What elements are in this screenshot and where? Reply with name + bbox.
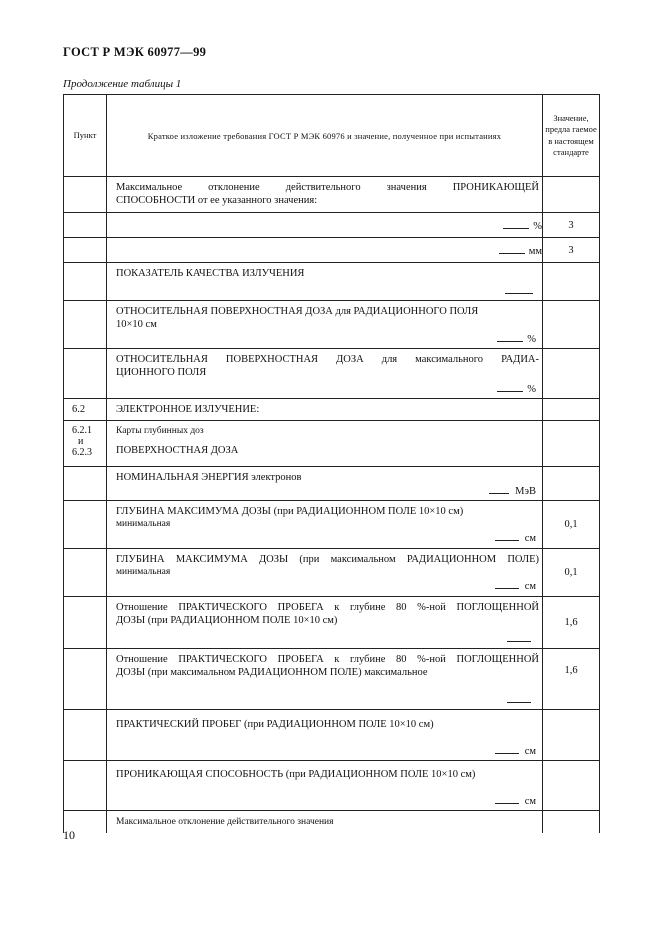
fill-in-blank (495, 744, 519, 754)
row-text: ЭЛЕКТРОННОЕ ИЗЛУЧЕНИЕ: (107, 399, 543, 421)
row-item (64, 238, 107, 263)
fill-in-blank (497, 382, 523, 392)
row-unit (107, 238, 543, 263)
row-item (64, 549, 107, 597)
table-caption: Продолжение таблицы 1 (63, 78, 182, 90)
table-row (64, 238, 600, 263)
table-row (64, 501, 600, 549)
row-text-line: минимальная (116, 567, 171, 577)
table-header-row (64, 95, 600, 177)
table-row (64, 177, 600, 213)
unit-label: см (524, 533, 536, 544)
item-number: 6.2.3 (72, 447, 92, 458)
col-header-value: Значение, предла гаемое в настоящем стандарте (543, 95, 600, 177)
row-text (107, 421, 543, 467)
row-value (543, 710, 600, 761)
row-value: 3 (543, 213, 600, 238)
row-text-line: НОМИНАЛЬНАЯ ЭНЕРГИЯ электронов (116, 472, 302, 483)
row-item (64, 263, 107, 301)
row-unit (107, 213, 543, 238)
row-text (107, 597, 543, 649)
fill-in-blank (503, 219, 529, 229)
fill-in-blank (507, 693, 531, 703)
row-text-line: Карты глубинных доз (116, 426, 204, 436)
table-row (64, 263, 600, 301)
col-header-description: Краткое изложение требования ГОСТ Р МЭК 60976 и значение, полученное при испытаниях (107, 95, 543, 177)
row-item (64, 597, 107, 649)
fill-in-blank (489, 484, 509, 494)
row-text-line: ПОКАЗАТЕЛЬ КАЧЕСТВА ИЗЛУЧЕНИЯ (116, 268, 305, 279)
col-header-item: Пункт (64, 95, 107, 177)
table-row (64, 649, 600, 710)
row-value (543, 761, 600, 811)
row-text-line: ОТНОСИТЕЛЬНАЯ ПОВЕРХНОСТНАЯ ДОЗА для РАДИАЦИОННОГО ПОЛЯ (116, 306, 479, 317)
table-row (64, 597, 600, 649)
row-value: 3 (543, 238, 600, 263)
unit-label: % (527, 384, 536, 395)
row-text-line: ГЛУБИНА МАКСИМУМА ДОЗЫ (при максимальном РАДИАЦИОННОМ ПОЛЕ) (116, 554, 539, 565)
row-text (107, 710, 543, 761)
row-text-line: ЦИОННОГО ПОЛЯ (116, 367, 207, 378)
table-row (64, 549, 600, 597)
row-item (64, 421, 107, 467)
table-row (64, 811, 600, 833)
table-row (64, 761, 600, 811)
row-value (543, 421, 600, 467)
table-row (64, 301, 600, 349)
row-text (107, 549, 543, 597)
unit-label: % (527, 334, 536, 345)
row-value (543, 467, 600, 501)
row-text (107, 177, 543, 213)
row-text (107, 467, 543, 501)
row-item (64, 349, 107, 399)
row-value (543, 811, 600, 833)
document-header: ГОСТ Р МЭК 60977—99 (63, 45, 207, 59)
row-text-line: ДОЗЫ (при РАДИАЦИОННОМ ПОЛЕ 10×10 см) (116, 615, 338, 626)
fill-in-blank (495, 579, 519, 589)
row-item: 6.2 (64, 399, 107, 421)
row-item (64, 649, 107, 710)
row-item (64, 301, 107, 349)
row-value (543, 177, 600, 213)
unit-label: см (524, 796, 536, 807)
row-item (64, 761, 107, 811)
row-value (543, 301, 600, 349)
row-text-line: Максимальное отклонение действительного значения ПРОНИКАЮЩЕЙ (116, 182, 539, 193)
row-value (543, 399, 600, 421)
row-text (107, 301, 543, 349)
row-text-line: ОТНОСИТЕЛЬНАЯ ПОВЕРХНОСТНАЯ ДОЗА для максимального РАДИА- (116, 354, 539, 365)
table-row (64, 213, 600, 238)
table-row (64, 421, 600, 467)
row-text-line: ПРАКТИЧЕСКИЙ ПРОБЕГ (при РАДИАЦИОННОМ ПОЛЕ 10×10 см) (116, 719, 434, 730)
requirements-table (63, 94, 600, 833)
row-item (64, 501, 107, 549)
unit-label: % (533, 220, 542, 232)
item-number: 6.2.1 (72, 425, 92, 436)
row-item (64, 467, 107, 501)
row-text-line: 10×10 см (116, 319, 157, 330)
row-text-line: ГЛУБИНА МАКСИМУМА ДОЗЫ (при РАДИАЦИОННОМ ПОЛЕ 10×10 см) (116, 506, 464, 517)
row-text (107, 263, 543, 301)
row-value: 1,6 (543, 649, 600, 710)
fill-in-blank (505, 284, 533, 294)
row-text (107, 649, 543, 710)
row-value: 1,6 (543, 597, 600, 649)
row-item (64, 177, 107, 213)
unit-label: МэВ (515, 486, 536, 497)
table-row (64, 467, 600, 501)
row-text-line: Отношение ПРАКТИЧЕСКОГО ПРОБЕГА к глубине 80 %-ной ПОГЛОЩЕННОЙ (116, 654, 539, 665)
unit-label: см (524, 581, 536, 592)
fill-in-blank (499, 244, 525, 254)
fill-in-blank (495, 794, 519, 804)
unit-label: см (524, 746, 536, 757)
row-text-line: Отношение ПРАКТИЧЕСКОГО ПРОБЕГА к глубине 80 %-ной ПОГЛОЩЕННОЙ (116, 602, 539, 613)
row-text: Максимальное отклонение действительного значения (107, 811, 543, 833)
page-number: 10 (63, 828, 75, 842)
table-row (64, 710, 600, 761)
table-row (64, 399, 600, 421)
row-text-line: СПОСОБНОСТИ от ее указанного значения: (116, 195, 318, 206)
row-text-line: ПРОНИКАЮЩАЯ СПОСОБНОСТЬ (при РАДИАЦИОННОМ ПОЛЕ 10×10 см) (116, 769, 476, 780)
row-text (107, 761, 543, 811)
unit-label: мм (528, 245, 542, 257)
row-item (64, 710, 107, 761)
table-row (64, 349, 600, 399)
row-value: 0,1 (543, 501, 600, 549)
row-item (64, 213, 107, 238)
item-number: и (78, 436, 84, 447)
row-text-line: ПОВЕРХНОСТНАЯ ДОЗА (116, 445, 239, 456)
row-text-line: минимальная (116, 519, 171, 529)
row-text (107, 501, 543, 549)
fill-in-blank (507, 632, 531, 642)
row-text-line: ДОЗЫ (при максимальном РАДИАЦИОННОМ ПОЛЕ) максимальное (116, 667, 428, 678)
fill-in-blank (497, 332, 523, 342)
row-value (543, 349, 600, 399)
row-text (107, 349, 543, 399)
row-value: 0,1 (543, 549, 600, 597)
fill-in-blank (495, 531, 519, 541)
row-value (543, 263, 600, 301)
